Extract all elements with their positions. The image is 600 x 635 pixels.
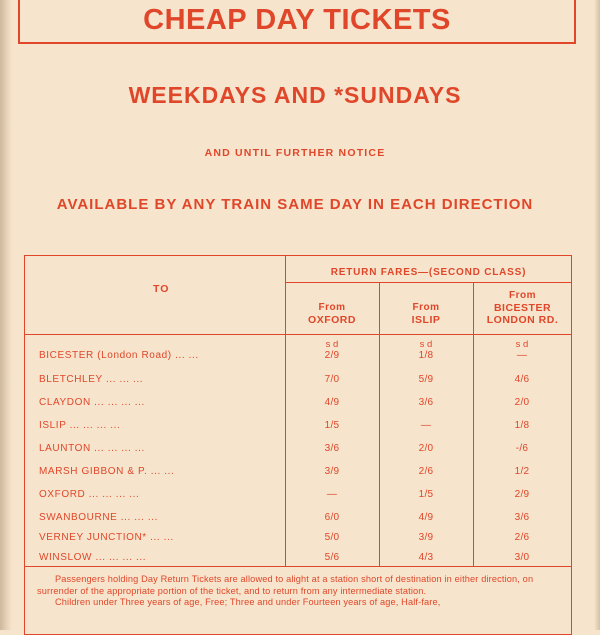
station-name: ISLIP ... ... ... ...	[39, 420, 121, 431]
fare-bicester: 3/6	[514, 512, 530, 523]
fare-islip: 3/6	[418, 397, 434, 408]
station-name: OXFORD ... ... ... ...	[39, 489, 140, 500]
fare-bicester: 1/2	[514, 466, 530, 477]
table-row	[25, 420, 573, 438]
fare-oxford: 7/0	[324, 374, 340, 385]
footnote-day-return: Passengers holding Day Return Tickets are allowed to alight at a station short of destination in either direction, on surrender of the appropriate portion of the ticket, and to return from any intermediate station.	[37, 574, 534, 596]
footnote-children: Children under Three years of age, Free; Three and under Fourteen years of age, Half-fare,	[55, 597, 441, 607]
station-label-line2: LONDON RD.	[486, 314, 559, 326]
fare-oxford: 4/9	[324, 397, 340, 408]
table-row	[25, 532, 573, 550]
table-row	[25, 443, 573, 461]
table-row	[25, 374, 573, 392]
station-name: LAUNTON ... ... ... ...	[39, 443, 145, 454]
page-title: CHEAP DAY TICKETS	[143, 3, 451, 36]
fare-bicester: 2/6	[514, 532, 530, 543]
fare-islip: 3/9	[418, 532, 434, 543]
fare-oxford: 6/0	[324, 512, 340, 523]
station-name: MARSH GIBBON & P. ... ...	[39, 466, 175, 477]
fare-islip: 2/6	[418, 466, 434, 477]
units-label: s d	[325, 339, 339, 350]
from-label: From	[412, 302, 440, 313]
title-box	[18, 0, 576, 44]
days-heading: WEEKDAYS AND *SUNDAYS	[128, 82, 462, 108]
station-label: BICESTER	[493, 302, 552, 314]
fare-bicester: 2/0	[514, 397, 530, 408]
fare-oxford: 1/5	[324, 420, 340, 431]
table-row	[25, 489, 573, 507]
fare-islip: 2/0	[418, 443, 434, 454]
fare-bicester: —	[516, 350, 528, 361]
to-column-header: TO	[153, 283, 170, 295]
page-edge-shadow-right	[594, 0, 600, 630]
from-label: From	[509, 290, 536, 301]
station-name: WINSLOW ... ... ... ...	[39, 552, 147, 563]
station-name: VERNEY JUNCTION* ... ...	[39, 532, 174, 543]
table-row	[25, 512, 573, 530]
fare-islip: 4/3	[418, 552, 434, 563]
fare-oxford: —	[326, 489, 338, 500]
fare-islip: 5/9	[418, 374, 434, 385]
column-header-islip	[379, 302, 473, 326]
fares-header: RETURN FARES—(SECOND CLASS)	[330, 267, 527, 278]
table-row	[25, 350, 573, 368]
fare-oxford: 3/6	[324, 443, 340, 454]
units-label: s d	[515, 339, 529, 350]
fare-bicester: -/6	[515, 443, 529, 454]
fare-bicester: 2/9	[514, 489, 530, 500]
footnotes	[37, 574, 559, 609]
fare-oxford: 2/9	[324, 350, 340, 361]
fare-islip: —	[420, 420, 432, 431]
fare-bicester: 4/6	[514, 374, 530, 385]
station-label: ISLIP	[411, 314, 441, 326]
station-name: BICESTER (London Road) ... ...	[39, 350, 199, 361]
notice-text: AND UNTIL FURTHER NOTICE	[204, 147, 386, 159]
fare-bicester: 1/8	[514, 420, 530, 431]
units-label: s d	[419, 339, 433, 350]
fare-islip: 1/8	[418, 350, 434, 361]
fare-islip: 4/9	[418, 512, 434, 523]
table-row	[25, 552, 573, 570]
table-row	[25, 466, 573, 484]
fare-oxford: 3/9	[324, 466, 340, 477]
header-divider	[25, 334, 572, 335]
column-header-oxford	[285, 302, 379, 326]
fare-bicester: 3/0	[514, 552, 530, 563]
fares-table	[24, 255, 572, 635]
from-label: From	[318, 302, 346, 313]
station-name: SWANBOURNE ... ... ...	[39, 512, 158, 523]
availability-heading: AVAILABLE BY ANY TRAIN SAME DAY IN EACH DIRECTION	[56, 196, 534, 213]
station-name: CLAYDON ... ... ... ...	[39, 397, 145, 408]
station-label: OXFORD	[308, 314, 356, 326]
fare-oxford: 5/0	[324, 532, 340, 543]
header-divider	[285, 282, 572, 283]
station-name: BLETCHLEY ... ... ...	[39, 374, 144, 385]
fare-islip: 1/5	[418, 489, 434, 500]
column-header-bicester	[473, 290, 572, 326]
fare-oxford: 5/6	[324, 552, 340, 563]
table-row	[25, 397, 573, 415]
